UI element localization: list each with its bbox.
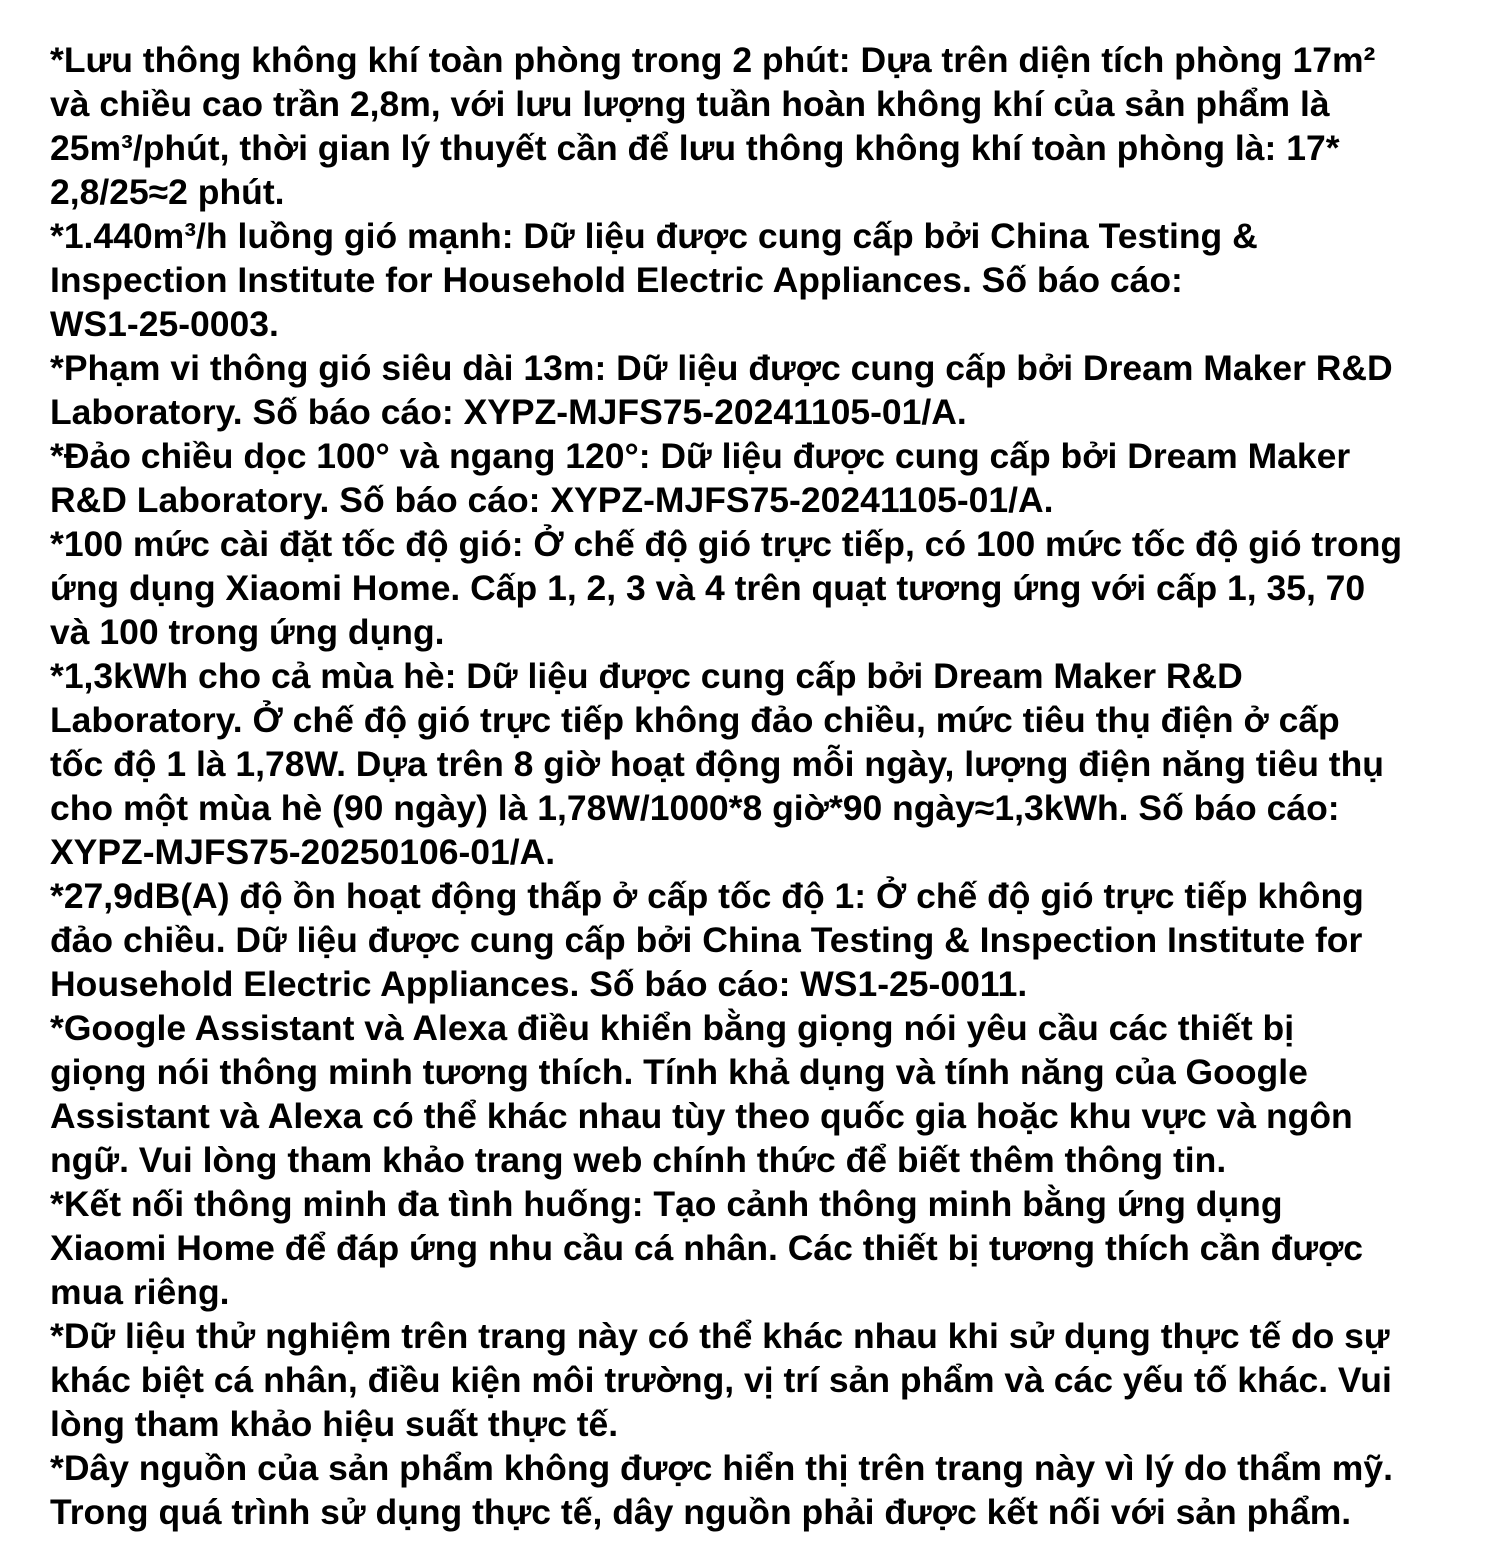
note-line: R&D Laboratory. Số báo cáo: XYPZ-MJFS75-20241105-01/A. (50, 480, 1054, 520)
note-line: cho một mùa hè (90 ngày) là 1,78W/1000*8 giờ*90 ngày≈1,3kWh. Số báo cáo: (50, 788, 1340, 828)
note-line: Assistant và Alexa có thể khác nhau tùy theo quốc gia hoặc khu vực và ngôn (50, 1096, 1353, 1136)
note-line: Laboratory. Ở chế độ gió trực tiếp không đảo chiều, mức tiêu thụ điện ở cấp (50, 700, 1340, 740)
note-line: 25m³/phút, thời gian lý thuyết cần để lưu thông không khí toàn phòng là: 17* (50, 128, 1340, 168)
note-line: và chiều cao trần 2,8m, với lưu lượng tuần hoàn không khí của sản phẩm là (50, 84, 1330, 124)
note-line: đảo chiều. Dữ liệu được cung cấp bởi China Testing & Inspection Institute for (50, 920, 1363, 960)
note-line: *Phạm vi thông gió siêu dài 13m: Dữ liệu được cung cấp bởi Dream Maker R&D (50, 348, 1393, 388)
note-line: WS1-25-0003. (50, 304, 279, 344)
note-line: mua riêng. (50, 1272, 230, 1312)
note-line: ngữ. Vui lòng tham khảo trang web chính thức để biết thêm thông tin. (50, 1140, 1227, 1180)
note-line: *Dữ liệu thử nghiệm trên trang này có thể khác nhau khi sử dụng thực tế do sự (50, 1316, 1390, 1356)
note-line: *Kết nối thông minh đa tình huống: Tạo cảnh thông minh bằng ứng dụng (50, 1184, 1283, 1224)
note-line: *1,3kWh cho cả mùa hè: Dữ liệu được cung cấp bởi Dream Maker R&D (50, 656, 1243, 696)
note-line: *100 mức cài đặt tốc độ gió: Ở chế độ gió trực tiếp, có 100 mức tốc độ gió trong (50, 524, 1403, 564)
note-line: 2,8/25≈2 phút. (50, 172, 285, 212)
note-line: *27,9dB(A) độ ồn hoạt động thấp ở cấp tốc độ 1: Ở chế độ gió trực tiếp không (50, 876, 1364, 916)
note-line: Laboratory. Số báo cáo: XYPZ-MJFS75-20241105-01/A. (50, 392, 967, 432)
note-line: XYPZ-MJFS75-20250106-01/A. (50, 832, 556, 872)
note-line: *1.440m³/h luồng gió mạnh: Dữ liệu được cung cấp bởi China Testing & (50, 216, 1258, 256)
note-line: ứng dụng Xiaomi Home. Cấp 1, 2, 3 và 4 trên quạt tương ứng với cấp 1, 35, 70 (50, 568, 1366, 608)
note-line: và 100 trong ứng dụng. (50, 612, 445, 652)
note-line: Inspection Institute for Household Electric Appliances. Số báo cáo: (50, 260, 1183, 300)
note-line: Household Electric Appliances. Số báo cáo: WS1-25-0011. (50, 964, 1028, 1004)
note-line: *Dây nguồn của sản phẩm không được hiển thị trên trang này vì lý do thẩm mỹ. (50, 1448, 1393, 1488)
note-line: khác biệt cá nhân, điều kiện môi trường, vị trí sản phẩm và các yếu tố khác. Vui (50, 1360, 1392, 1400)
note-line: Xiaomi Home để đáp ứng nhu cầu cá nhân. Các thiết bị tương thích cần được (50, 1228, 1364, 1268)
note-line: giọng nói thông minh tương thích. Tính khả dụng và tính năng của Google (50, 1052, 1308, 1092)
note-line: tốc độ 1 là 1,78W. Dựa trên 8 giờ hoạt động mỗi ngày, lượng điện năng tiêu thụ (50, 744, 1384, 784)
note-line: *Lưu thông không khí toàn phòng trong 2 phút: Dựa trên diện tích phòng 17m² (50, 40, 1376, 80)
note-line: Trong quá trình sử dụng thực tế, dây nguồn phải được kết nối với sản phẩm. (50, 1492, 1352, 1532)
note-line: *Google Assistant và Alexa điều khiển bằng giọng nói yêu cầu các thiết bị (50, 1008, 1295, 1048)
note-line: *Đảo chiều dọc 100° và ngang 120°: Dữ liệu được cung cấp bởi Dream Maker (50, 436, 1351, 476)
note-line: lòng tham khảo hiệu suất thực tế. (50, 1404, 619, 1444)
